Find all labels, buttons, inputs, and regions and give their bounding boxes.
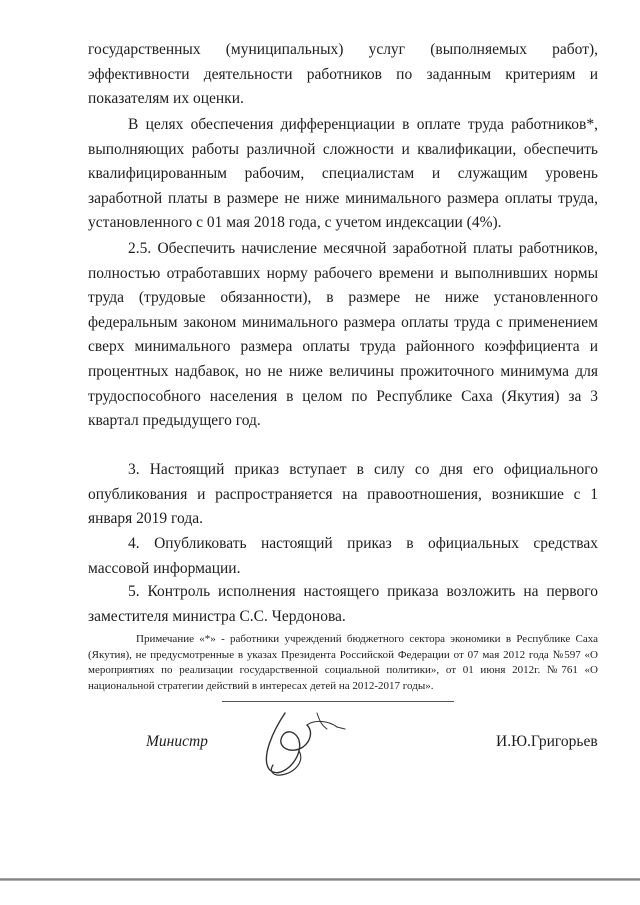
signatory-name: И.Ю.Григорьев (496, 733, 598, 750)
paragraph-2-5: 2.5. Обеспечить начисление месячной заработной платы работников, полностью отработавших норму рабочего времени и выполнивших нормы труда (трудовые обязанности), в размере не ниже установленного федеральным законом минимального размера оплаты труда с применением сверх минимального размера оплаты труда районного коэффициента и процентных надбавок, но не ниже величины прожиточного минимума для трудоспособного населения в целом по Республике Саха (Якутия) за 3 квартал предыдущего год. (88, 240, 598, 430)
paragraph-3: 3. Настоящий приказ вступает в силу со дня его официального опубликования и распространяется на правоотношения, возникшие с 1 января 2019 года. (88, 461, 598, 528)
paragraph-5: 5. Контроль исполнения настоящего приказа возложить на первого заместителя министра С.С. Чердонова. (88, 583, 598, 625)
page-edge-shadow (0, 878, 640, 881)
paragraph-4: 4. Опубликовать настоящий приказ в официальных средствах массовой информации. (88, 535, 598, 577)
paragraph-continuation: государственных (муниципальных) услуг (выполняемых работ), эффективности деятельности работников по заданным критериям и показателям их оценки. (88, 41, 598, 108)
handwritten-signature (255, 705, 355, 785)
paragraph-differentiation: В целях обеспечения дифференциации в оплате труда работников*, выполняющих работы различной сложности и квалификации, обеспечить квалифицированным рабочим, специалистам и служащим уровень заработной платы в размере не ниже минимального размера оплаты труда, установленного с 01 мая 2018 года, с учетом индексации (4%). (88, 116, 598, 232)
signatory-position: Министр (146, 733, 208, 750)
footnote-rule (222, 701, 454, 702)
footnote: Примечание «*» - работники учреждений бюджетного сектора экономики в Республике Саха (Якутия), не предусмотренные в указах Президента Российской Федерации от 07 мая 2012 года №597 «О мероприятиях по реализации государственной социальной политики», от 01 июня 2012г. №761 «О национальной стратегии действий в интересах детей на 2012-2017 годы». (88, 633, 598, 692)
